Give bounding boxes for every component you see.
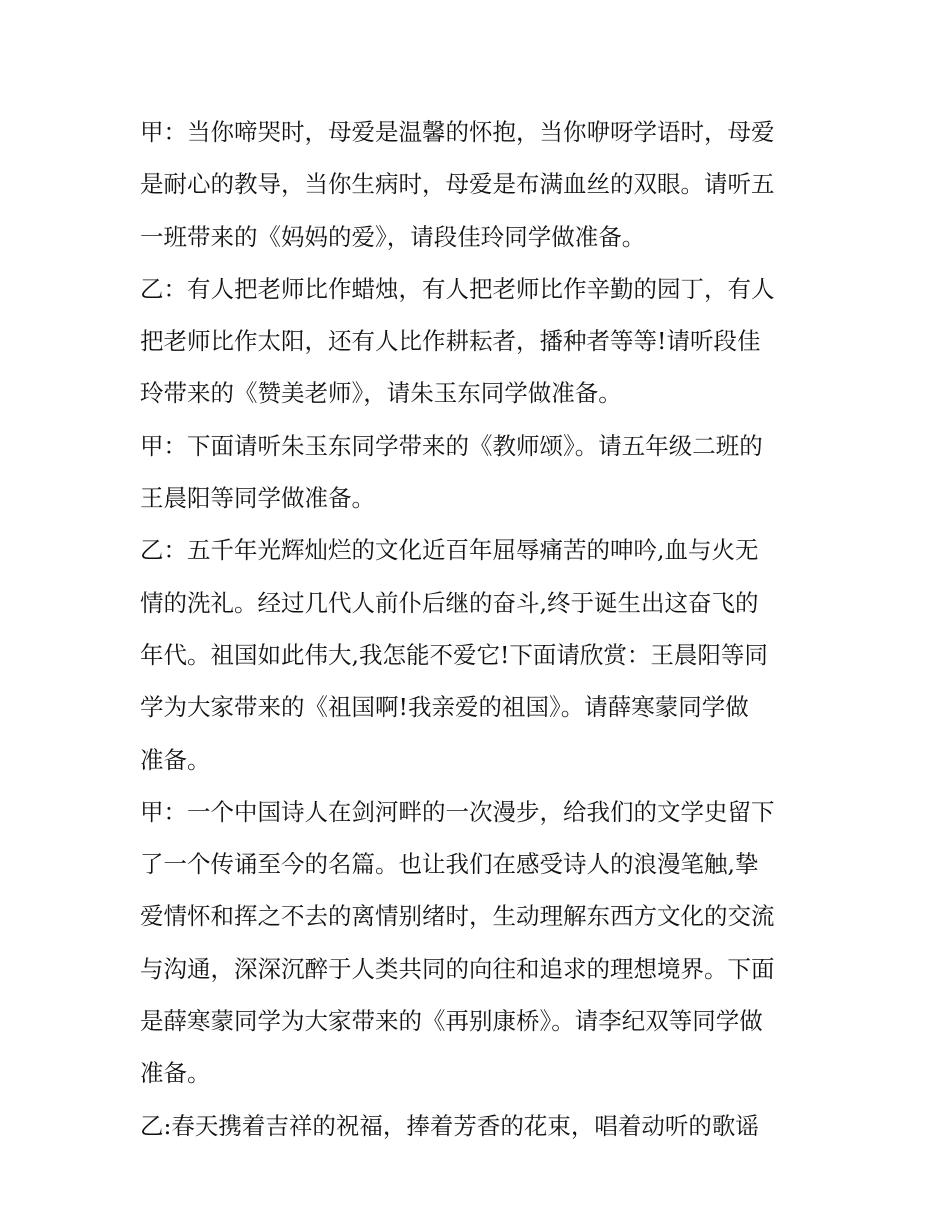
text-line: 甲：当你啼哭时，母爱是温馨的怀抱，当你咿呀学语时，母爱 bbox=[140, 118, 775, 146]
text-line: 与沟通，深深沉醉于人类共同的向往和追求的理想境界。下面 bbox=[140, 954, 775, 983]
text-line: 情的洗礼。经过几代人前仆后继的奋斗,终于诞生出这奋飞的 bbox=[140, 588, 759, 617]
text-line: 甲：下面请听朱玉东同学带来的《教师颂》。请五年级二班的 bbox=[140, 431, 763, 460]
text-line: 乙：五千年光辉灿烂的文化近百年屈辱痛苦的呻吟,血与火无 bbox=[140, 536, 759, 565]
text-line: 是薛寒蒙同学为大家带来的《再别康桥》。请李纪双等同学做 bbox=[140, 1007, 763, 1036]
text-line: 乙:春天携着吉祥的祝福，捧着芳香的花束，唱着动听的歌谣 bbox=[140, 1111, 759, 1140]
text-line: 一班带来的《妈妈的爱》，请段佳玲同学做准备。 bbox=[140, 222, 646, 251]
text-line: 年代。祖国如此伟大,我怎能不爱它!下面请欣赏：王晨阳等同 bbox=[140, 640, 768, 669]
text-line: 学为大家带来的《祖国啊!我亲爱的祖国》。请薛寒蒙同学做 bbox=[140, 693, 749, 722]
script-text bbox=[140, 106, 820, 1152]
text-line: 是耐心的教导，当你生病时，母爱是布满血丝的双眼。请听五 bbox=[140, 170, 775, 199]
text-line: 甲：一个中国诗人在剑河畔的一次漫步，给我们的文学史留下 bbox=[140, 797, 775, 826]
text-line: 乙：有人把老师比作蜡烛，有人把老师比作辛勤的园丁，有人 bbox=[140, 274, 775, 303]
text-line: 了一个传诵至今的名篇。也让我们在感受诗人的浪漫笔触,挚 bbox=[140, 850, 759, 879]
text-line: 准备。 bbox=[140, 745, 211, 774]
text-line: 准备。 bbox=[140, 1059, 211, 1088]
text-line: 把老师比作太阳，还有人比作耕耘者，播种者等等!请听段佳 bbox=[140, 327, 761, 356]
text-line: 王晨阳等同学做准备。 bbox=[140, 484, 375, 513]
text-line: 爱情怀和挥之不去的离情别绪时，生动理解东西方文化的交流 bbox=[140, 902, 775, 931]
text-line: 玲带来的《赞美老师》，请朱玉东同学做准备。 bbox=[140, 379, 622, 408]
